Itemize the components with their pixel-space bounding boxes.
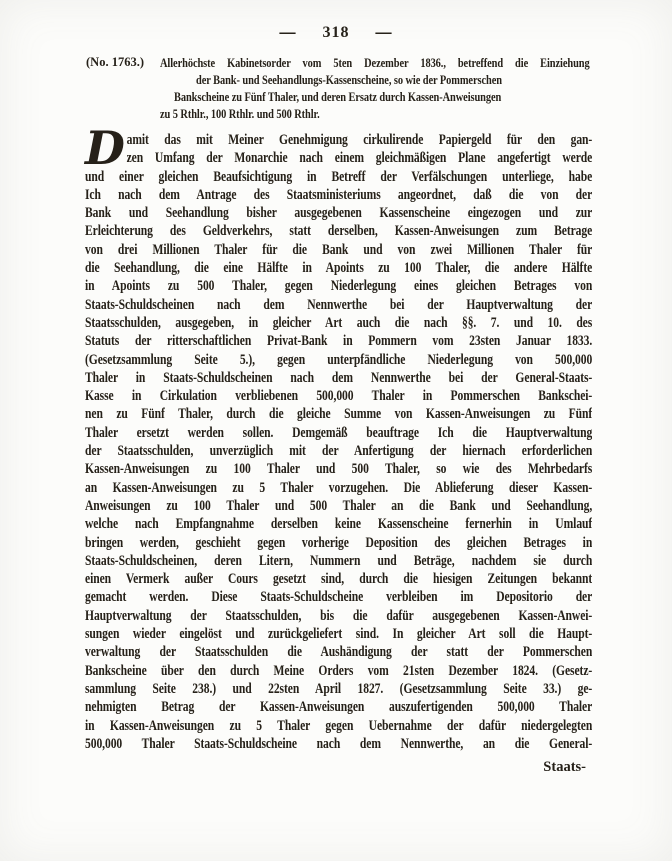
document-number: (No. 1763.)	[86, 55, 144, 69]
catchword: Staats-	[543, 759, 586, 776]
body-text-line: Staats-Schuldscheinen, deren Litern, Nummern und Beträge, nachdem sie durch	[85, 552, 592, 569]
body-text-line: einen Vermerk außer Cours gesetzt sind, durch die hiesigen Zeitungen bekannt	[85, 571, 592, 588]
body-text-line: Thaler ersetzt werden sollen. Demgemäß beauftrage Ich die Hauptverwaltung	[85, 424, 592, 441]
body-text-line: Anweisungen zu 100 Thaler und 500 Thaler an die Bank und Seehandlung,	[85, 497, 592, 514]
document-title	[160, 54, 594, 122]
page-number-dash-left: —	[279, 20, 297, 45]
body-text-line: Bank und Seehandlung bisher ausgegebenen Kassenscheine eingezogen und zur	[85, 205, 592, 222]
body-text-line: verwaltung der Staatsschulden die Aushändigung der statt der Pommerschen	[85, 644, 592, 661]
body-text-line: zen Umfang der Monarchie nach einem gleichmäßigen Plane angefertigt werde	[126, 150, 592, 167]
document-title-block	[86, 54, 594, 122]
drop-cap-initial: D	[85, 121, 125, 175]
body-text-line: amit das mit Meiner Genehmigung cirkulirende Papiergeld für den gan-	[126, 132, 592, 148]
page-number-dash-right: —	[375, 20, 393, 45]
catchword-row	[85, 758, 592, 776]
body-text-line: (Gesetzsammlung Seite 5.), gegen unterpfändliche Niederlegung von 500,000	[85, 351, 592, 368]
body-text-line: an Kassen-Anweisungen zu 5 Thaler vorzugehen. Die Ablieferung dieser Kassen-	[85, 479, 592, 496]
title-line: Allerhöchste Kabinetsorder vom 5ten Dezember 1836., betreffend die Einziehung	[160, 55, 590, 70]
title-line: Bankscheine zu Fünf Thaler, und deren Ersatz durch Kassen-Anweisungen	[174, 89, 502, 104]
page-header	[0, 0, 672, 45]
document-body	[85, 121, 592, 753]
body-text-line: gemacht werden. Diese Staats-Schuldscheine verbleiben im Depositorio der	[85, 589, 592, 606]
body-text-line: die Seehandlung, die eine Hälfte in Apoints zu 100 Thaler, die andere Hälfte	[85, 260, 592, 277]
body-text-line: sammlung Seite 238.) und 22sten April 1827. (Gesetzsammlung Seite 33.) ge-	[85, 680, 592, 697]
body-text-line: bringen werden, geschieht gegen vorherige Deposition des gleichen Betrages in	[85, 534, 592, 551]
body-text-line: sungen wieder eingelöst und zurückgeliefert sind. In gleicher Art soll die Haupt-	[85, 626, 592, 643]
body-text-line: 500,000 Thaler Staats-Schuldscheine nach dem Nennwerthe, an die General-	[85, 735, 592, 752]
body-text-line: Statuts der ritterschaftlichen Privat-Bank in Pommern vom 23sten Januar 1833.	[85, 333, 592, 350]
body-text-line: nehmigten Betrag der Kassen-Anweisungen auszufertigenden 500,000 Thaler	[85, 699, 592, 716]
body-text-line: welche nach Empfangnahme derselben keine Kassenscheine fernerhin in Umlauf	[85, 516, 592, 533]
body-text-line: Erleichterung des Geldverkehrs, statt derselben, Kassen-Anweisungen zum Betrage	[85, 223, 592, 240]
body-text-line: in Kassen-Anweisungen zu 5 Thaler gegen Uebernahme der dafür niedergelegten	[85, 717, 592, 734]
body-text-line: Bankscheine über den durch Meine Orders vom 21sten Dezember 1824. (Gesetz-	[85, 662, 592, 679]
body-text-line: von drei Millionen Thaler für die Bank und von zwei Millionen Thaler für	[85, 241, 592, 258]
body-text-line: der Staatsschulden, unverzüglich mit der Anfertigung der hiernach erforderlichen	[85, 443, 592, 460]
body-text-line: Kasse in Cirkulation verbliebenen 500,000 Thaler in Pommerschen Bankschei-	[85, 388, 592, 405]
body-text-line: Hauptverwaltung der Staatsschulden, bis die dafür ausgegebenen Kassen-Anwei-	[85, 607, 592, 624]
body-text	[85, 131, 592, 753]
body-text-line: Thaler in Staats-Schuldscheinen nach dem Nennwerthe bei der General-Staats-	[85, 369, 592, 386]
body-text-line: nen zu Fünf Thaler, durch die gleiche Summe von Kassen-Anweisungen zu Fünf	[85, 406, 592, 423]
title-line: zu 5 Rthlr., 100 Rthlr. und 500 Rthlr.	[160, 106, 320, 121]
body-text-line: Staats-Schuldscheinen nach dem Nennwerthe bei der Hauptverwaltung der	[85, 296, 592, 313]
page-number: 318	[322, 24, 350, 41]
body-text-line: und einer gleichen Beaufsichtigung in Betreff der Verfälschungen unterliege, habe	[85, 168, 592, 185]
body-text-line: Staatsschulden, ausgegeben, in gleicher Art auch die nach §§. 7. und 10. des	[85, 314, 592, 331]
title-line: der Bank- und Seehandlungs-Kassenscheine, so wie der Pommerschen	[196, 72, 502, 87]
body-text-line: in Apoints zu 500 Thaler, gegen Niederlegung eines gleichen Betrages von	[85, 278, 592, 295]
body-text-line: Kassen-Anweisungen zu 100 Thaler und 500 Thaler, so wie des Mehrbedarfs	[85, 461, 592, 478]
body-text-line: Ich nach dem Antrage des Staatsministeriums angeordnet, daß die von der	[85, 186, 592, 203]
